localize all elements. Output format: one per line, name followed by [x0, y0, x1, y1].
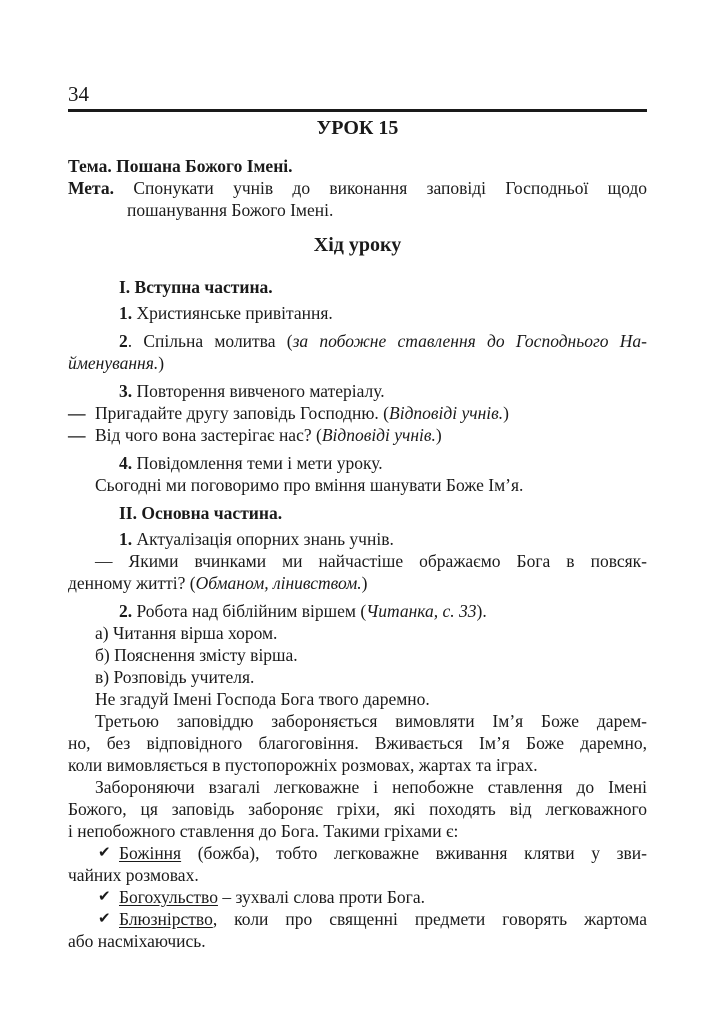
dash: —: [68, 425, 86, 445]
goal-text-line1: Спонукати учнів до виконання заповіді Господньої щодо: [133, 178, 648, 198]
item-number: 3.: [119, 381, 133, 401]
item-italic-cont: йменування.: [68, 353, 159, 373]
part1-question2: [68, 424, 647, 446]
para2-line2: Божого, ця заповідь забороняє гріхи, які походять від легковажного: [68, 799, 647, 819]
item-number: 4.: [119, 453, 133, 473]
part1-item2-cont: [68, 352, 647, 374]
item-text: Християнське привітання.: [136, 303, 333, 323]
part1-question1: [68, 402, 647, 424]
item-number: 2: [119, 331, 128, 351]
close: ): [503, 403, 509, 423]
sin-term: Божіння: [119, 843, 182, 863]
sin-item-3: [68, 908, 647, 930]
bible-verse: Не згадуй Імені Господа Бога твого даремно.: [95, 689, 430, 709]
lesson-goal: [68, 177, 647, 199]
part1-item3: [68, 380, 647, 402]
sin-item-1-cont: чайних розмовах.: [68, 865, 199, 885]
item-number: 1.: [119, 303, 133, 323]
part2-sub-a: а) Читання вірша хором.: [95, 623, 278, 643]
part2-sub-c: в) Розповідь учителя.: [95, 667, 255, 687]
part2-item1: [68, 528, 647, 550]
sin-text: , коли про священні предмети говорять жартома: [212, 909, 647, 929]
item-text: Повідомлення теми і мети уроку.: [136, 453, 383, 473]
goal-text-line2: пошанування Божого Імені.: [127, 200, 334, 220]
sin-item-3-cont: або насміхаючись.: [68, 931, 206, 951]
book-page: [68, 82, 647, 952]
part2-item2: [68, 600, 647, 622]
dash: —: [68, 403, 86, 423]
para1-line1: Третьою заповіддю забороняється вимовляти Ім’я Боже дарем-: [95, 711, 647, 731]
item-number: 2.: [119, 601, 133, 621]
part1-today: Сьогодні ми поговоримо про вміння шанувати Боже Ім’я.: [95, 475, 524, 495]
part1-item4: [68, 452, 647, 474]
theme-text: Пошана Божого Імені.: [116, 156, 293, 176]
para1-line2: но, без відповідного благоговіння. Вживається Ім’я Боже даремно,: [68, 733, 647, 753]
answer-italic: Відповіді учнів.: [389, 403, 504, 423]
question-text: денному житті? (: [68, 573, 196, 593]
answer-italic: Відповіді учнів.: [321, 425, 436, 445]
page-number: 34: [68, 82, 89, 106]
item-text: . Спільна молитва (: [127, 331, 293, 351]
item-number: 1.: [119, 529, 133, 549]
answer-italic: Обманом, лінивством.: [195, 573, 362, 593]
header-rule: [68, 109, 647, 112]
para1-line3: коли вимовляється в пустопорожніх розмовах, жартах та іграх.: [68, 755, 538, 775]
item-text: Актуалізація опорних знань учнів.: [136, 529, 394, 549]
close: ): [435, 425, 442, 445]
lesson-theme: [68, 155, 647, 177]
para2-line3: і непобожного ставлення до Бога. Такими гріхами є:: [68, 821, 459, 841]
lesson-title: УРОК 15: [316, 117, 399, 139]
question-text: Від чого вона застерігає нас? (: [95, 425, 322, 445]
item-italic: за побожне ставлення до Господнього На-: [292, 331, 647, 351]
sin-text: (божба), тобто легковажне вживання клятви у зви-: [181, 843, 647, 863]
part1-item1: [68, 302, 647, 324]
item-text: Повторення вивченого матеріалу.: [136, 381, 385, 401]
sin-item-1: [68, 842, 647, 864]
item-text: Робота над біблійним віршем (: [136, 601, 367, 621]
close: ): [361, 573, 368, 593]
para2-line1: Забороняючи взагалі легковажне і непобожне ставлення до Імені: [95, 777, 647, 797]
goal-label: Мета.: [68, 178, 114, 198]
part2-heading: II. Основна частина.: [119, 503, 283, 523]
check-mark-icon: ✔: [98, 911, 111, 927]
sin-term: Блюзнірство: [119, 909, 213, 929]
part1-heading: I. Вступна частина.: [119, 277, 273, 297]
check-mark-icon: ✔: [98, 845, 111, 861]
question-text: Пригадайте другу заповідь Господню. (: [95, 403, 390, 423]
part2-question1-cont: [68, 572, 647, 594]
course-heading: Хід уроку: [313, 234, 402, 256]
close: ).: [476, 601, 487, 621]
part1-item2: [68, 330, 647, 352]
part2-question1: — Якими вчинками ми найчастіше ображаємо Бога в повсяк-: [95, 551, 647, 571]
item-close: ): [158, 353, 165, 373]
check-mark-icon: ✔: [98, 889, 111, 905]
sin-item-2: [68, 886, 647, 908]
sin-term: Богохульство: [119, 887, 218, 907]
item-italic: Читанка, с. 33: [366, 601, 477, 621]
sin-text: – зухвалі слова проти Бога.: [217, 887, 425, 907]
theme-label: Тема.: [68, 156, 112, 176]
part2-sub-b: б) Пояснення змісту вірша.: [95, 645, 298, 665]
